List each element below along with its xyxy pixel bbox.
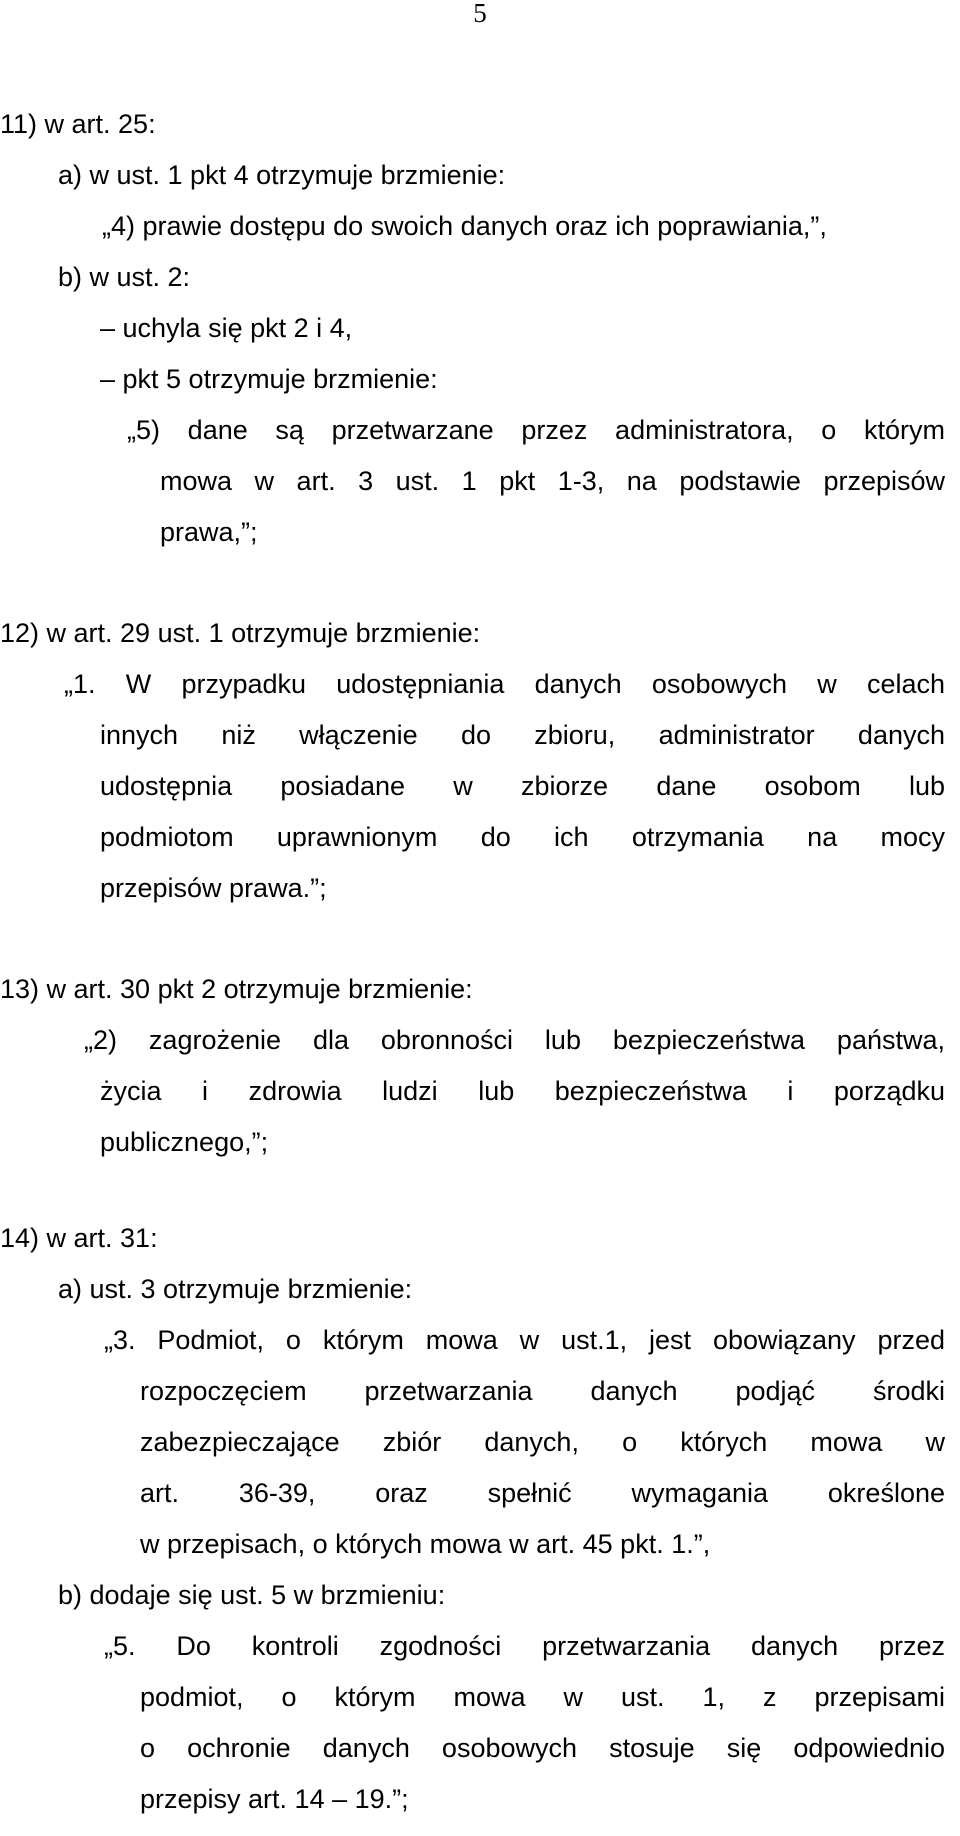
- item-11b-quote-line-2: mowa w art. 3 ust. 1 pkt 1-3, na podstawie przepisów: [160, 466, 945, 496]
- item-11-heading: 11) w art. 25:: [0, 109, 156, 139]
- item-14a-quote-line-1: „3. Podmiot, o którym mowa w ust.1, jest obowiązany przed: [104, 1325, 945, 1355]
- item-14a-quote-line-4: art. 36-39, oraz spełnić wymagania określone: [140, 1478, 945, 1508]
- item-13-quote-line-3: publicznego,”;: [100, 1127, 269, 1157]
- item-14a-quote-line-5: w przepisach, o których mowa w art. 45 pkt. 1.”,: [140, 1529, 711, 1559]
- item-11b-quote-line-3: prawa,”;: [160, 517, 258, 547]
- item-14a-heading: a) ust. 3 otrzymuje brzmienie:: [58, 1274, 413, 1304]
- item-13-quote-line-2: życia i zdrowia ludzi lub bezpieczeństwa i porządku: [100, 1076, 945, 1106]
- item-11a-quote: „4) prawie dostępu do swoich danych oraz ich poprawiania,”,: [102, 211, 827, 241]
- item-14b-quote-line-3: o ochronie danych osobowych stosuje się odpowiednio: [140, 1733, 945, 1763]
- item-14b-quote-line-4: przepisy art. 14 – 19.”;: [140, 1784, 409, 1814]
- item-11a-heading: a) w ust. 1 pkt 4 otrzymuje brzmienie:: [58, 160, 506, 190]
- item-14-heading: 14) w art. 31:: [0, 1223, 158, 1253]
- item-11b-quote-line-1: „5) dane są przetwarzane przez administratora, o którym: [127, 415, 945, 445]
- item-11b-dash-2: – pkt 5 otrzymuje brzmienie:: [100, 364, 438, 394]
- item-14b-quote-line-1: „5. Do kontroli zgodności przetwarzania danych przez: [104, 1631, 945, 1661]
- page-number: 5: [473, 0, 487, 28]
- item-14b-quote-line-2: podmiot, o którym mowa w ust. 1, z przepisami: [140, 1682, 945, 1712]
- item-11b-heading: b) w ust. 2:: [58, 262, 191, 292]
- item-12-quote-line-5: przepisów prawa.”;: [100, 873, 327, 903]
- item-13-quote-line-1: „2) zagrożenie dla obronności lub bezpieczeństwa państwa,: [84, 1025, 945, 1055]
- item-12-quote-line-3: udostępnia posiadane w zbiorze dane osobom lub: [100, 771, 945, 801]
- item-14b-heading: b) dodaje się ust. 5 w brzmieniu:: [58, 1580, 446, 1610]
- item-12-quote-line-4: podmiotom uprawnionym do ich otrzymania na mocy: [100, 822, 945, 852]
- item-14a-quote-line-2: rozpoczęciem przetwarzania danych podjąć środki: [140, 1376, 945, 1406]
- item-13-heading: 13) w art. 30 pkt 2 otrzymuje brzmienie:: [0, 974, 473, 1004]
- item-12-heading: 12) w art. 29 ust. 1 otrzymuje brzmienie:: [0, 618, 481, 648]
- item-14a-quote-line-3: zabezpieczające zbiór danych, o których mowa w: [140, 1427, 945, 1457]
- item-11b-dash-1: – uchyla się pkt 2 i 4,: [100, 313, 353, 343]
- item-12-quote-line-2: innych niż włączenie do zbioru, administrator danych: [100, 720, 945, 750]
- item-12-quote-line-1: „1. W przypadku udostępniania danych osobowych w celach: [64, 669, 945, 699]
